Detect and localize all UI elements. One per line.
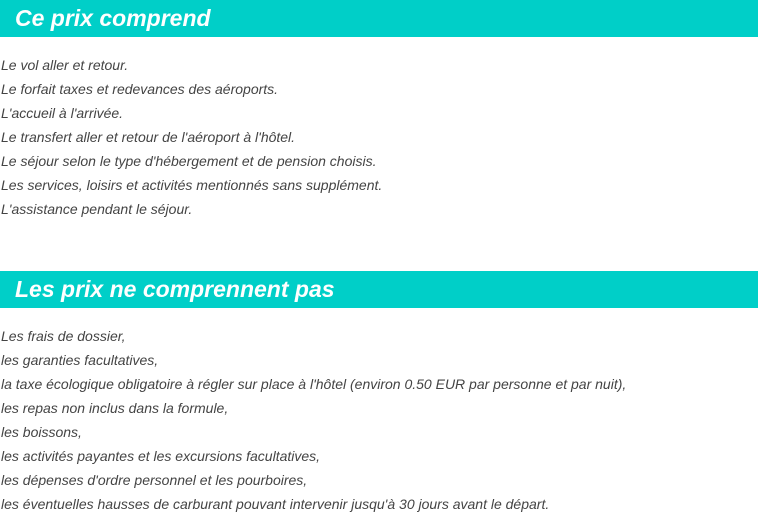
list-item: Le séjour selon le type d'hébergement et de pension choisis. (1, 153, 377, 169)
list-item: L'assistance pendant le séjour. (1, 201, 193, 217)
list-item: Les services, loisirs et activités mentionnés sans supplément. (1, 177, 383, 193)
list-item: Le vol aller et retour. (1, 57, 129, 73)
excluded-items-list (1, 324, 626, 516)
included-items-list (1, 53, 382, 221)
list-item: les activités payantes et les excursions facultatives, (1, 448, 321, 464)
list-item: Les frais de dossier, (1, 328, 126, 344)
list-item: les éventuelles hausses de carburant pouvant intervenir jusqu'à 30 jours avant le départ. (1, 496, 550, 512)
list-item: les dépenses d'ordre personnel et les pourboires, (1, 472, 308, 488)
list-item: Le forfait taxes et redevances des aéroports. (1, 81, 279, 97)
included-section-title: Ce prix comprend (0, 0, 758, 37)
list-item: les repas non inclus dans la formule, (1, 400, 229, 416)
list-item: les garanties facultatives, (1, 352, 159, 368)
list-item: la taxe écologique obligatoire à régler sur place à l'hôtel (environ 0.50 EUR par personne et par nuit), (1, 376, 627, 392)
list-item: les boissons, (1, 424, 82, 440)
list-item: Le transfert aller et retour de l'aéroport à l'hôtel. (1, 129, 296, 145)
excluded-section-title: Les prix ne comprennent pas (0, 271, 758, 308)
list-item: L'accueil à l'arrivée. (1, 105, 124, 121)
